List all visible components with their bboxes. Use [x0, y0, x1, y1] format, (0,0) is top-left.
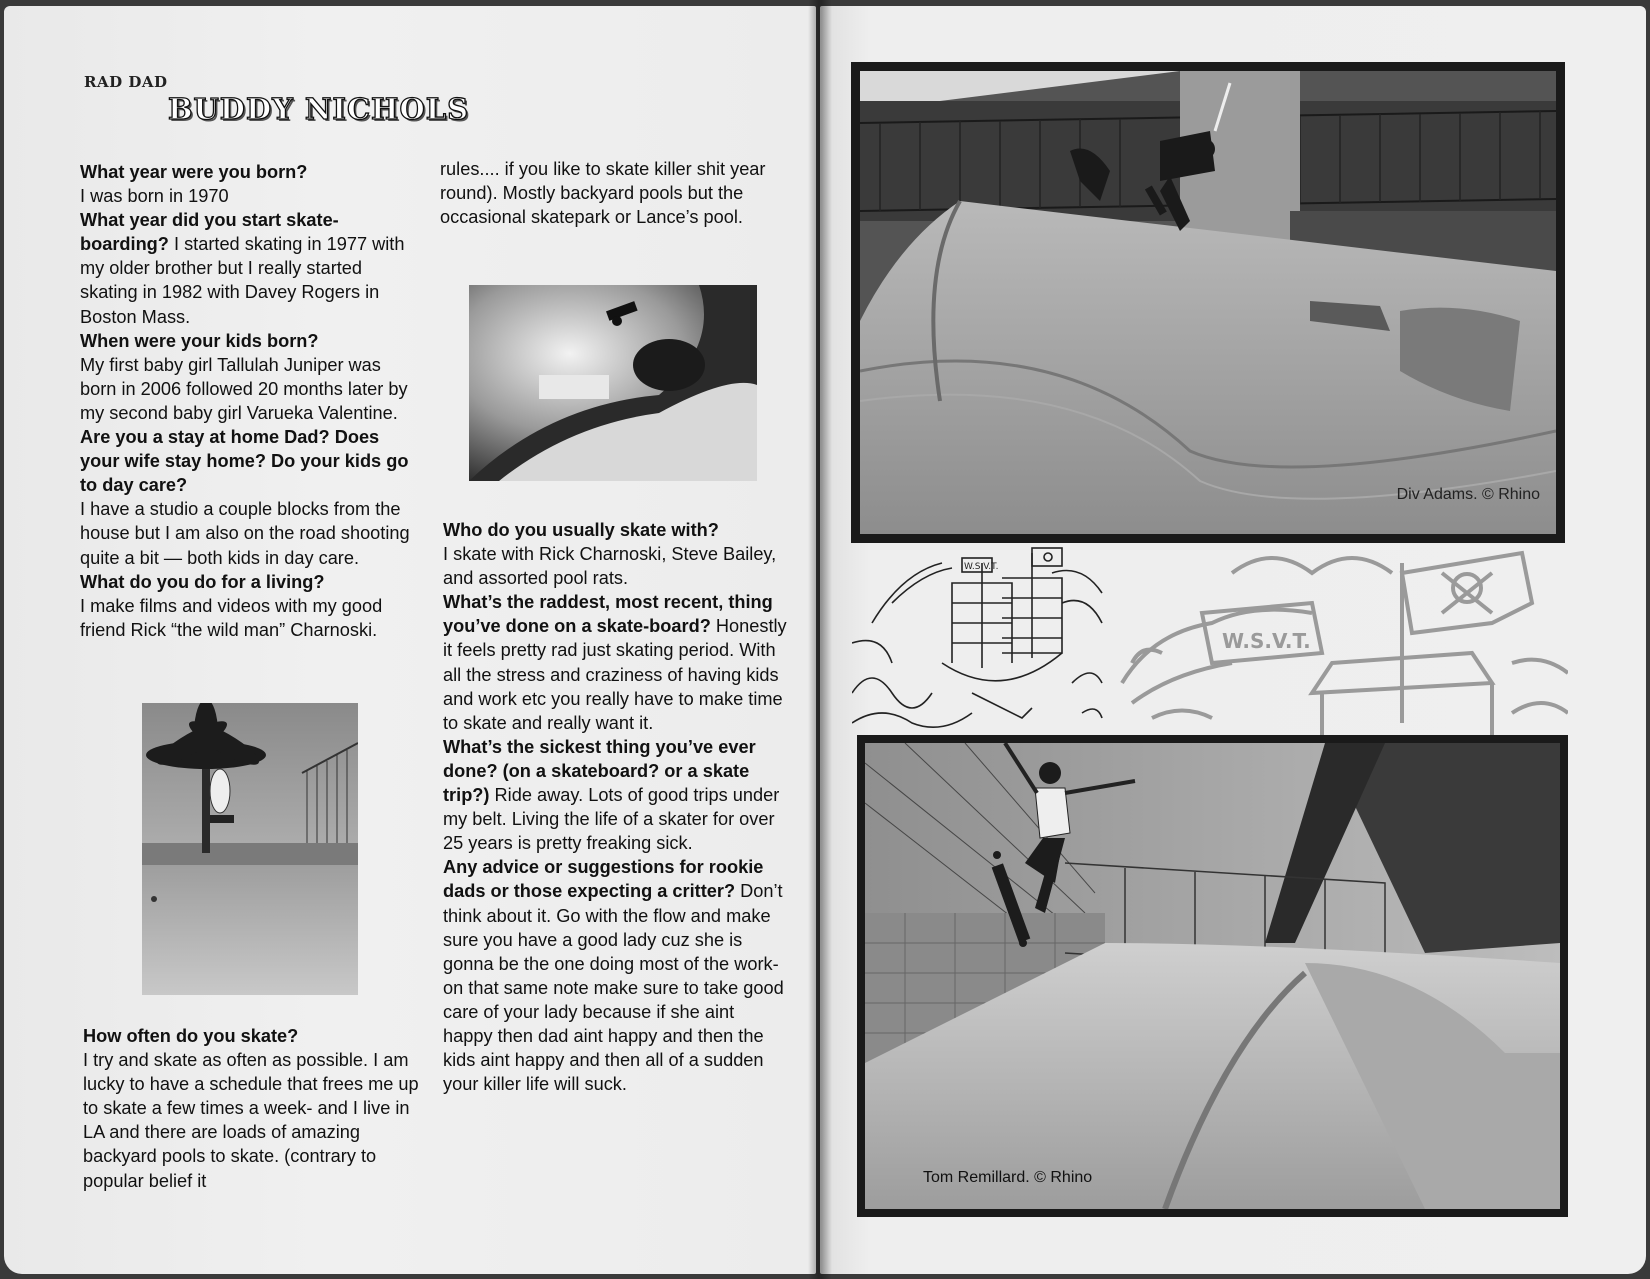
- answer: I make films and videos with my good friend Rick “the wild man” Charnoski.: [80, 595, 383, 640]
- question: When were your kids born?: [80, 330, 319, 351]
- question: What year did you start skate-boarding?: [80, 210, 339, 255]
- answer: Honestly it feels pretty rad just skating period. With all the stress and craziness of having kids and work etc you really have to make time to skate and really want it.: [443, 616, 787, 733]
- answer: I was born in 1970: [80, 186, 229, 207]
- question: What year were you born?: [80, 162, 308, 182]
- interview-column-2-top: [440, 157, 770, 229]
- photo-fisheye-pool: [469, 285, 757, 481]
- answer: I have a studio a couple blocks from the house but I am also on the road shooting quite a bit — both kids in day care.: [80, 499, 410, 568]
- photo-frame-top: [851, 62, 1565, 543]
- question: What’s the raddest, most recent, thing you’ve done on a skate-board?: [443, 592, 773, 637]
- answer: Don’t think about it. Go with the flow and make sure you have a good lady cuz she is gonna be the one doing most of the work- on that same note make sure to take good care of your lady because if she aint happy then dad aint happy and then the kids aint happy and then all of a sudden your killer life will suck.: [443, 881, 784, 1095]
- answer: Ride away. Lots of good trips under my belt. Living the life of a skater for over 25 years is pretty freaking sick.: [443, 785, 780, 854]
- photo-caption: Tom Remillard. © Rhino: [923, 1169, 1093, 1186]
- interview-column-2-bottom: [443, 518, 788, 1096]
- page-gutter: [808, 0, 832, 1279]
- answer: rules.... if you like to skate killer shit year round). Mostly backyard pools but the occasional skatepark or Lance’s pool.: [440, 159, 766, 228]
- photo-caption: Div Adams. © Rhino: [1396, 486, 1540, 503]
- question: How often do you skate?: [83, 1026, 299, 1046]
- answer: I started skating in 1977 with my older brother but I really started skating in 1982 with Davey Rogers in Boston Mass.: [80, 234, 405, 327]
- question: What do you do for a living?: [80, 571, 325, 592]
- answer: I skate with Rick Charnoski, Steve Bailey, and assorted pool rats.: [443, 544, 777, 589]
- interview-column-1: [80, 160, 420, 642]
- question: Any advice or suggestions for rookie dads or those expecting a critter?: [443, 857, 764, 902]
- ship-flag-doodles: [852, 543, 1568, 735]
- doodle-flag-small-text: W.S.V.T.: [964, 562, 999, 572]
- article-title: BUDDY NICHOLS: [168, 92, 470, 126]
- question: Are you a stay at home Dad? Does your wife stay home? Do your kids go to day care?: [80, 427, 409, 496]
- section-kicker: RAD DAD: [84, 73, 168, 91]
- interview-column-1-bottom: [83, 1024, 423, 1193]
- doodle-flag-large-text: W.S.V.T.: [1222, 629, 1311, 653]
- answer: My first baby girl Tallulah Juniper was born in 2006 followed 20 months later by my second baby girl Varueka Valentine.: [80, 354, 408, 423]
- photo-fence-grind: [865, 743, 1560, 1209]
- question: What’s the sickest thing you’ve ever done? (on a skateboard? or a skate trip?): [443, 736, 756, 806]
- photo-palm-pool: [142, 703, 358, 995]
- answer: I try and skate as often as possible. I am lucky to have a schedule that frees me up to skate a few times a week- and I live in LA and there are loads of amazing backyard pools to skate. (contrary to popular belief it: [83, 1050, 419, 1191]
- photo-frame-bottom: [857, 735, 1568, 1217]
- photo-bowl-grind: [860, 71, 1556, 534]
- question: Who do you usually skate with?: [443, 520, 719, 540]
